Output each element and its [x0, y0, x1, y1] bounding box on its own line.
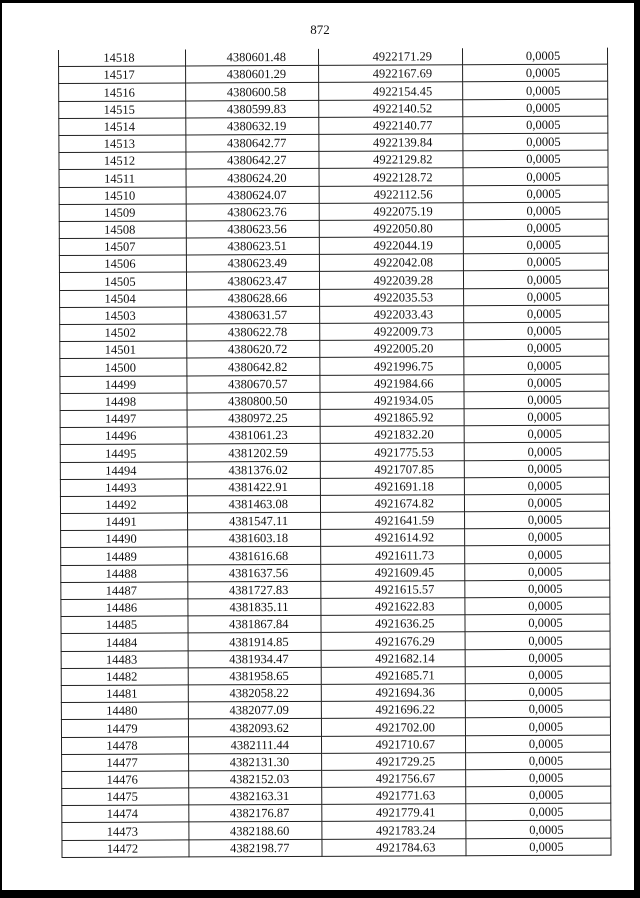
y-coordinate-cell: 4921636.25 [321, 615, 465, 633]
x-coordinate-cell: 4381603.18 [188, 530, 321, 548]
x-coordinate-cell: 4380623.49 [186, 255, 319, 273]
x-coordinate-cell: 4380642.27 [186, 151, 319, 169]
point-number-cell: 14501 [60, 341, 187, 359]
table-row [61, 649, 610, 669]
x-coordinate-cell: 4382058.22 [188, 684, 321, 702]
y-coordinate-cell: 4922128.72 [319, 168, 463, 186]
x-coordinate-cell: 4381914.85 [188, 633, 321, 651]
y-coordinate-cell: 4921691.18 [320, 477, 464, 495]
tolerance-cell: 0,0005 [463, 81, 608, 99]
table-row [62, 838, 611, 858]
tolerance-cell: 0,0005 [463, 271, 608, 289]
table-row [59, 202, 608, 222]
point-number-cell: 14508 [59, 221, 186, 239]
y-coordinate-cell: 4921779.41 [322, 804, 466, 822]
table-row [59, 167, 608, 187]
tolerance-cell: 0,0005 [465, 700, 610, 718]
tolerance-cell: 0,0005 [464, 494, 609, 512]
point-number-cell: 14484 [61, 633, 188, 651]
x-coordinate-cell: 4381727.83 [188, 581, 321, 599]
x-coordinate-cell: 4380601.29 [186, 66, 319, 84]
x-coordinate-cell: 4380624.07 [186, 186, 319, 204]
x-coordinate-cell: 4381835.11 [188, 598, 321, 616]
table-row [59, 185, 608, 205]
table-row [60, 391, 609, 411]
tolerance-cell: 0,0005 [465, 511, 610, 529]
table-row [60, 288, 609, 308]
point-number-cell: 14500 [60, 358, 187, 376]
point-number-cell: 14504 [60, 290, 187, 308]
y-coordinate-cell: 4921611.73 [321, 546, 465, 564]
table-row [61, 597, 610, 617]
table-row [61, 528, 610, 548]
y-coordinate-cell: 4922075.19 [319, 202, 463, 220]
point-number-cell: 14478 [61, 736, 188, 754]
point-number-cell: 14517 [59, 66, 186, 84]
point-number-cell: 14497 [60, 410, 187, 428]
x-coordinate-cell: 4380599.83 [186, 100, 319, 118]
point-number-cell: 14496 [60, 427, 187, 445]
tolerance-cell: 0,0005 [464, 288, 609, 306]
y-coordinate-cell: 4921832.20 [320, 426, 464, 444]
tolerance-cell: 0,0005 [465, 597, 610, 615]
y-coordinate-cell: 4922005.20 [320, 340, 464, 358]
tolerance-cell: 0,0005 [463, 150, 608, 168]
x-coordinate-cell: 4381867.84 [188, 616, 321, 634]
tolerance-cell: 0,0005 [465, 563, 610, 581]
y-coordinate-cell: 4922154.45 [319, 82, 463, 100]
tolerance-cell: 0,0005 [464, 374, 609, 392]
y-coordinate-cell: 4922167.69 [319, 65, 463, 83]
x-coordinate-cell: 4381202.59 [187, 444, 320, 462]
x-coordinate-cell: 4381958.65 [188, 667, 321, 685]
x-coordinate-cell: 4380620.72 [187, 341, 320, 359]
x-coordinate-cell: 4382176.87 [189, 805, 322, 823]
table-row [61, 580, 610, 600]
y-coordinate-cell: 4921641.59 [321, 512, 465, 530]
x-coordinate-cell: 4380623.56 [186, 220, 319, 238]
point-number-cell: 14481 [61, 685, 188, 703]
x-coordinate-cell: 4382111.44 [188, 736, 321, 754]
y-coordinate-cell: 4922139.84 [319, 134, 463, 152]
table-row [60, 442, 609, 462]
y-coordinate-cell: 4921614.92 [321, 529, 465, 547]
y-coordinate-cell: 4922035.53 [320, 288, 464, 306]
point-number-cell: 14510 [59, 186, 186, 204]
point-number-cell: 14480 [61, 702, 188, 720]
tolerance-cell: 0,0005 [465, 717, 610, 735]
tolerance-cell: 0,0005 [462, 48, 607, 65]
y-coordinate-cell: 4921984.66 [320, 374, 464, 392]
point-number-cell: 14502 [60, 324, 187, 342]
x-coordinate-cell: 4382093.62 [188, 719, 321, 737]
tolerance-cell: 0,0005 [463, 253, 608, 271]
table-row [59, 271, 608, 291]
tolerance-cell: 0,0005 [465, 631, 610, 649]
y-coordinate-cell: 4921707.85 [320, 460, 464, 478]
table-row [59, 133, 608, 153]
x-coordinate-cell: 4380601.48 [185, 49, 318, 66]
point-number-cell: 14513 [59, 135, 186, 153]
point-number-cell: 14509 [59, 204, 186, 222]
point-number-cell: 14516 [59, 83, 186, 101]
table-row [61, 666, 610, 686]
x-coordinate-cell: 4381061.23 [187, 426, 320, 444]
x-coordinate-cell: 4380632.19 [186, 117, 319, 135]
coordinates-table-container [58, 48, 611, 858]
x-coordinate-cell: 4380623.76 [186, 203, 319, 221]
table-row [61, 683, 610, 703]
x-coordinate-cell: 4382163.31 [189, 787, 322, 805]
point-number-cell: 14482 [61, 668, 188, 686]
tolerance-cell: 0,0005 [463, 185, 608, 203]
x-coordinate-cell: 4382077.09 [188, 701, 321, 719]
table-row [60, 322, 609, 342]
tolerance-cell: 0,0005 [465, 528, 610, 546]
y-coordinate-cell: 4922140.77 [319, 116, 463, 134]
tolerance-cell: 0,0005 [465, 666, 610, 684]
tolerance-cell: 0,0005 [465, 735, 610, 753]
point-number-cell: 14474 [62, 805, 189, 823]
y-coordinate-cell: 4921694.36 [321, 684, 465, 702]
scan-edge-right [634, 0, 640, 898]
tolerance-cell: 0,0005 [466, 821, 611, 839]
y-coordinate-cell: 4922039.28 [319, 271, 463, 289]
table-row [59, 99, 608, 119]
y-coordinate-cell: 4921710.67 [321, 735, 465, 753]
y-coordinate-cell: 4921674.82 [320, 495, 464, 513]
table-row [60, 339, 609, 359]
point-number-cell: 14492 [60, 496, 187, 514]
point-number-cell: 14490 [61, 530, 188, 548]
point-number-cell: 14507 [59, 238, 186, 256]
x-coordinate-cell: 4380972.25 [187, 409, 320, 427]
tolerance-cell: 0,0005 [464, 477, 609, 495]
table-row [61, 546, 610, 566]
tolerance-cell: 0,0005 [465, 649, 610, 667]
point-number-cell: 14488 [61, 565, 188, 583]
tolerance-cell: 0,0005 [466, 769, 611, 787]
x-coordinate-cell: 4381616.68 [188, 547, 321, 565]
tolerance-cell: 0,0005 [465, 683, 610, 701]
table-row [60, 477, 609, 497]
point-number-cell: 14505 [59, 272, 186, 290]
tolerance-cell: 0,0005 [464, 305, 609, 323]
y-coordinate-cell: 4921784.63 [322, 838, 466, 856]
point-number-cell: 14475 [62, 788, 189, 806]
y-coordinate-cell: 4922129.82 [319, 151, 463, 169]
point-number-cell: 14483 [61, 651, 188, 669]
x-coordinate-cell: 4380628.66 [187, 289, 320, 307]
table-row [60, 408, 609, 428]
y-coordinate-cell: 4922042.08 [319, 254, 463, 272]
x-coordinate-cell: 4380670.57 [187, 375, 320, 393]
x-coordinate-cell: 4381422.91 [187, 478, 320, 496]
table-row [59, 116, 608, 136]
table-row [58, 48, 607, 67]
table-row [59, 219, 608, 239]
tolerance-cell: 0,0005 [463, 167, 608, 185]
table-row [60, 494, 609, 514]
y-coordinate-cell: 4921676.29 [321, 632, 465, 650]
table-row [59, 81, 608, 101]
point-number-cell: 14495 [60, 444, 187, 462]
point-number-cell: 14479 [61, 719, 188, 737]
y-coordinate-cell: 4921622.83 [321, 598, 465, 616]
table-row [61, 700, 610, 720]
table-body [58, 48, 611, 858]
y-coordinate-cell: 4921996.75 [320, 357, 464, 375]
point-number-cell: 14499 [60, 376, 187, 394]
x-coordinate-cell: 4380623.47 [186, 272, 319, 290]
point-number-cell: 14512 [59, 152, 186, 170]
point-number-cell: 14476 [62, 771, 189, 789]
tolerance-cell: 0,0005 [463, 236, 608, 254]
tolerance-cell: 0,0005 [465, 580, 610, 598]
point-number-cell: 14515 [59, 101, 186, 119]
x-coordinate-cell: 4380631.57 [187, 306, 320, 324]
tolerance-cell: 0,0005 [463, 116, 608, 134]
point-number-cell: 14485 [61, 616, 188, 634]
point-number-cell: 14518 [58, 49, 185, 66]
point-number-cell: 14493 [60, 479, 187, 497]
tolerance-cell: 0,0005 [466, 786, 611, 804]
x-coordinate-cell: 4382131.30 [189, 753, 322, 771]
point-number-cell: 14494 [60, 461, 187, 479]
table-row [59, 253, 608, 273]
table-row [62, 786, 611, 806]
y-coordinate-cell: 4921685.71 [321, 666, 465, 684]
y-coordinate-cell: 4922140.52 [319, 99, 463, 117]
y-coordinate-cell: 4921775.53 [320, 443, 464, 461]
y-coordinate-cell: 4921615.57 [321, 581, 465, 599]
point-number-cell: 14489 [61, 547, 188, 565]
y-coordinate-cell: 4921682.14 [321, 649, 465, 667]
tolerance-cell: 0,0005 [466, 838, 611, 856]
point-number-cell: 14514 [59, 118, 186, 136]
point-number-cell: 14487 [61, 582, 188, 600]
table-row [62, 803, 611, 823]
y-coordinate-cell: 4921729.25 [322, 752, 466, 770]
y-coordinate-cell: 4922171.29 [318, 48, 462, 65]
page-number: 872 [310, 22, 330, 37]
tolerance-cell: 0,0005 [464, 356, 609, 374]
table-row [60, 305, 609, 325]
tolerance-cell: 0,0005 [464, 322, 609, 340]
tolerance-cell: 0,0005 [464, 442, 609, 460]
tolerance-cell: 0,0005 [465, 614, 610, 632]
tolerance-cell: 0,0005 [466, 803, 611, 821]
tolerance-cell: 0,0005 [463, 99, 608, 117]
point-number-cell: 14473 [62, 822, 189, 840]
y-coordinate-cell: 4921756.67 [322, 770, 466, 788]
x-coordinate-cell: 4380600.58 [186, 83, 319, 101]
x-coordinate-cell: 4380624.20 [186, 169, 319, 187]
tolerance-cell: 0,0005 [464, 339, 609, 357]
x-coordinate-cell: 4382198.77 [189, 839, 322, 857]
tolerance-cell: 0,0005 [465, 546, 610, 564]
x-coordinate-cell: 4381934.47 [188, 650, 321, 668]
y-coordinate-cell: 4921865.92 [320, 409, 464, 427]
point-number-cell: 14503 [60, 307, 187, 325]
table-row [62, 752, 611, 772]
table-row [62, 769, 611, 789]
table-row [61, 717, 610, 737]
x-coordinate-cell: 4382152.03 [189, 770, 322, 788]
y-coordinate-cell: 4921771.63 [322, 787, 466, 805]
scan-edge-top [0, 0, 640, 3]
y-coordinate-cell: 4922050.80 [319, 220, 463, 238]
tolerance-cell: 0,0005 [463, 133, 608, 151]
x-coordinate-cell: 4380622.78 [187, 323, 320, 341]
x-coordinate-cell: 4381637.56 [188, 564, 321, 582]
tolerance-cell: 0,0005 [466, 752, 611, 770]
tolerance-cell: 0,0005 [463, 219, 608, 237]
x-coordinate-cell: 4380623.51 [186, 237, 319, 255]
tolerance-cell: 0,0005 [463, 202, 608, 220]
tolerance-cell: 0,0005 [464, 425, 609, 443]
y-coordinate-cell: 4921783.24 [322, 821, 466, 839]
point-number-cell: 14477 [62, 754, 189, 772]
table-row [61, 735, 610, 755]
x-coordinate-cell: 4381463.08 [187, 495, 320, 513]
x-coordinate-cell: 4381376.02 [187, 461, 320, 479]
tolerance-cell: 0,0005 [463, 64, 608, 82]
y-coordinate-cell: 4922112.56 [319, 185, 463, 203]
table-row [61, 563, 610, 583]
table-row [60, 460, 609, 480]
y-coordinate-cell: 4921934.05 [320, 391, 464, 409]
table-row [60, 374, 609, 394]
table-row [59, 64, 608, 84]
y-coordinate-cell: 4921609.45 [321, 563, 465, 581]
table-row [60, 425, 609, 445]
x-coordinate-cell: 4380642.82 [187, 358, 320, 376]
y-coordinate-cell: 4921696.22 [321, 701, 465, 719]
table-row [61, 631, 610, 651]
point-number-cell: 14498 [60, 393, 187, 411]
scan-edge-left [0, 0, 2, 898]
point-number-cell: 14511 [59, 169, 186, 187]
table-row [61, 511, 610, 531]
tolerance-cell: 0,0005 [464, 408, 609, 426]
table-row [61, 614, 610, 634]
coordinates-table [58, 48, 612, 858]
point-number-cell: 14486 [61, 599, 188, 617]
y-coordinate-cell: 4922044.19 [319, 237, 463, 255]
table-row [62, 821, 611, 841]
point-number-cell: 14491 [61, 513, 188, 531]
y-coordinate-cell: 4921702.00 [321, 718, 465, 736]
x-coordinate-cell: 4381547.11 [188, 512, 321, 530]
y-coordinate-cell: 4922009.73 [320, 323, 464, 341]
x-coordinate-cell: 4380800.50 [187, 392, 320, 410]
table-row [59, 236, 608, 256]
table-row [60, 356, 609, 376]
point-number-cell: 14472 [62, 840, 189, 858]
x-coordinate-cell: 4380642.77 [186, 134, 319, 152]
point-number-cell: 14506 [59, 255, 186, 273]
table-row [59, 150, 608, 170]
tolerance-cell: 0,0005 [464, 460, 609, 478]
scan-edge-bottom [0, 890, 640, 898]
x-coordinate-cell: 4382188.60 [189, 822, 322, 840]
tolerance-cell: 0,0005 [464, 391, 609, 409]
y-coordinate-cell: 4922033.43 [320, 306, 464, 324]
